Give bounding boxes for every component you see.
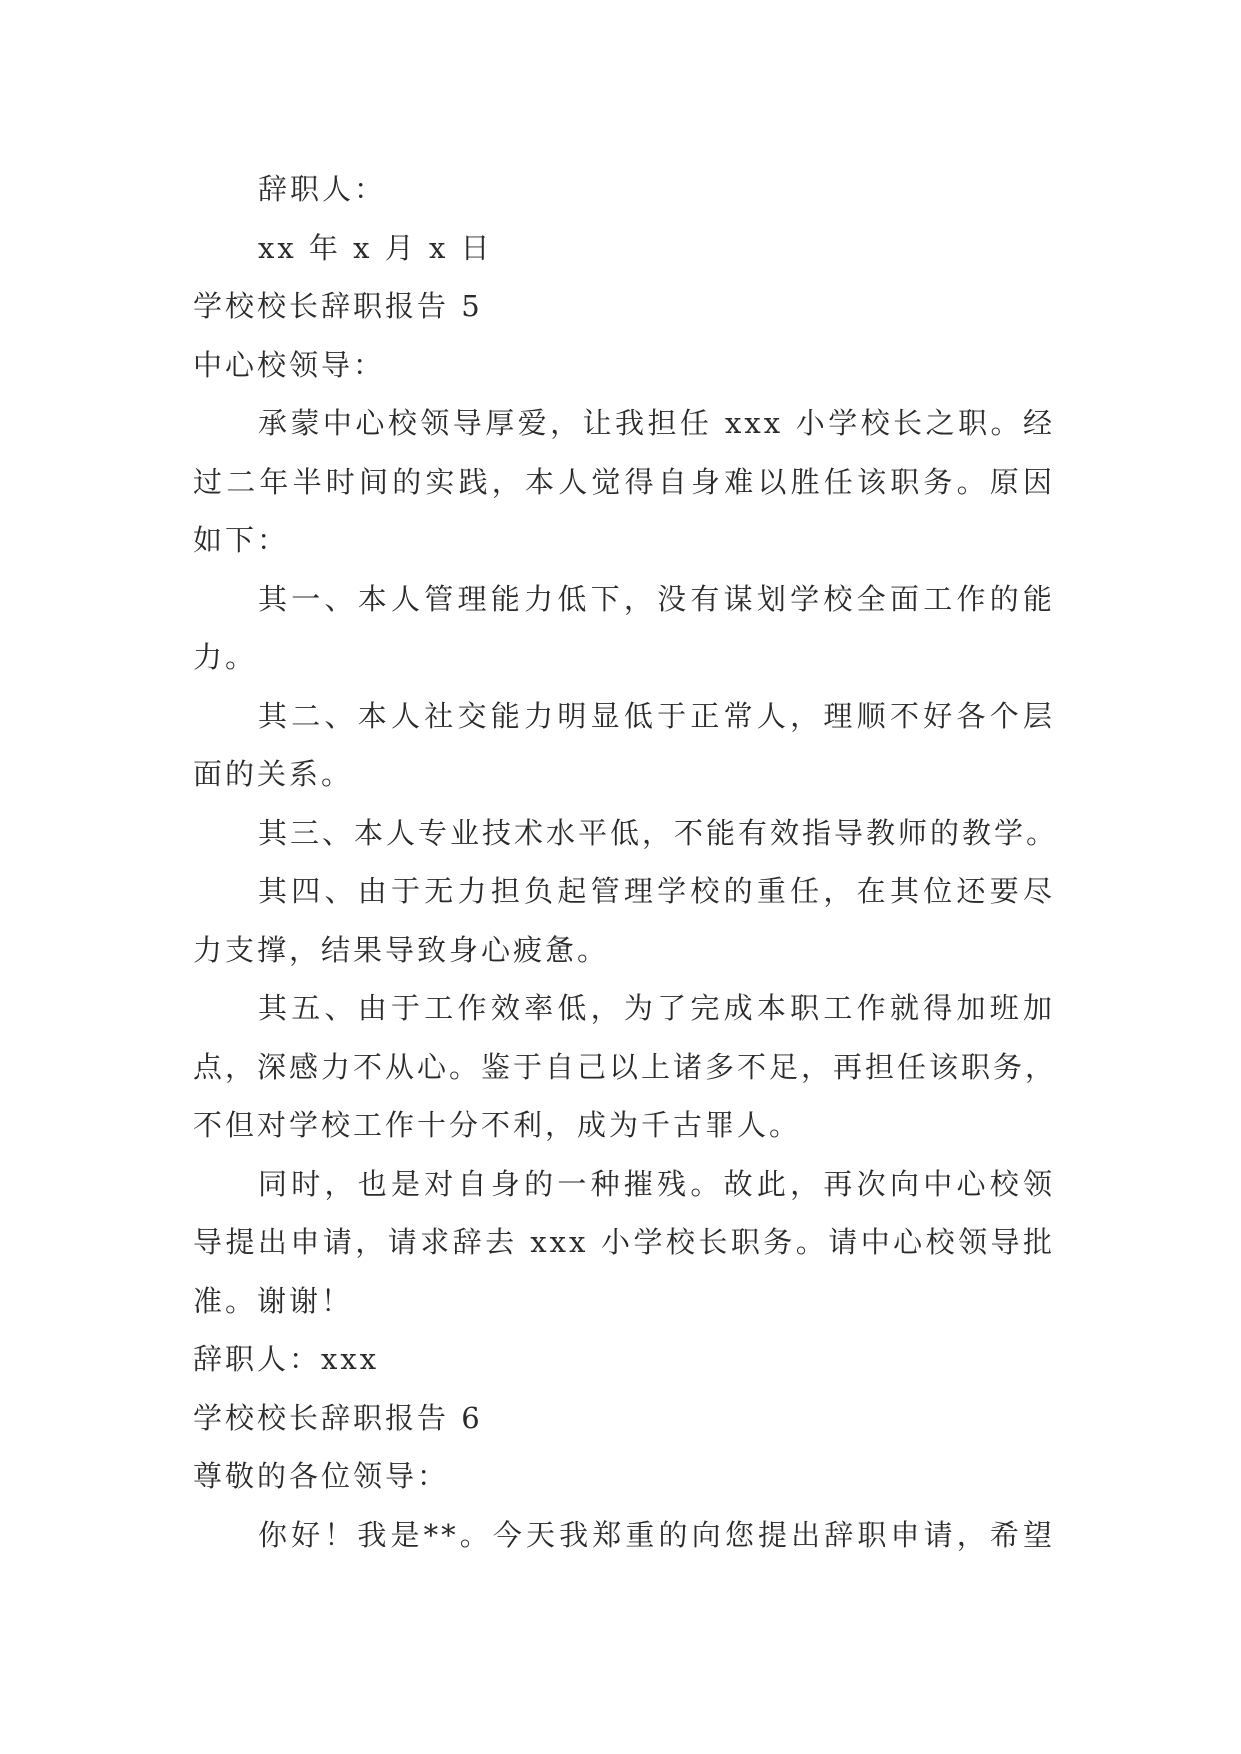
paragraph-line: 力。 <box>193 640 258 674</box>
paragraph-line: 准。谢谢！ <box>193 1283 354 1318</box>
salutation-line: 尊敬的各位领导： <box>193 1459 450 1493</box>
paragraph-line: 你好！我是**。今天我郑重的向您提出辞职申请，希望 <box>258 1517 1055 1552</box>
paragraph-line: 其五、由于工作效率低，为了完成本职工作就得加班加 <box>258 991 1055 1025</box>
paragraph-line: 如下： <box>193 523 290 557</box>
paragraph-line: 其二、本人社交能力明显低于正常人，理顺不好各个层 <box>258 698 1055 733</box>
paragraph-line: 其四、由于无力担负起管理学校的重任，在其位还要尽 <box>258 874 1055 908</box>
paragraph-line: 承蒙中心校领导厚爱，让我担任 xxx 小学校长之职。经 <box>258 406 1055 440</box>
signature-label-line: 辞职人： <box>258 172 387 206</box>
paragraph-line: 其一、本人管理能力低下，没有谋划学校全面工作的能 <box>258 581 1055 616</box>
paragraph-line: 过二年半时间的实践，本人觉得自身难以胜任该职务。原因 <box>193 464 1055 499</box>
paragraph-line: 力支撑，结果导致身心疲惫。 <box>193 932 610 967</box>
report-title-5: 学校校长辞职报告 5 <box>193 289 483 323</box>
salutation-line: 中心校领导： <box>193 347 386 382</box>
document-body <box>193 160 1059 1564</box>
paragraph-line: 面的关系。 <box>193 757 354 791</box>
date-line: xx 年 x 月 x 日 <box>258 230 493 265</box>
paragraph-line: 不但对学校工作十分不利，成为千古罪人。 <box>193 1108 802 1142</box>
signature-line: 辞职人：xxx <box>193 1342 380 1376</box>
paragraph-line: 导提出申请，请求辞去 xxx 小学校长职务。请中心校领导批 <box>193 1225 1055 1259</box>
paragraph-line: 其三、本人专业技术水平低，不能有效指导教师的教学。 <box>258 815 1059 850</box>
report-title-6: 学校校长辞职报告 6 <box>193 1400 483 1435</box>
paragraph-line: 点，深感力不从心。鉴于自己以上诸多不足，再担任该职务， <box>193 1049 1058 1084</box>
paragraph-line: 同时，也是对自身的一种摧残。故此，再次向中心校领 <box>258 1166 1055 1201</box>
